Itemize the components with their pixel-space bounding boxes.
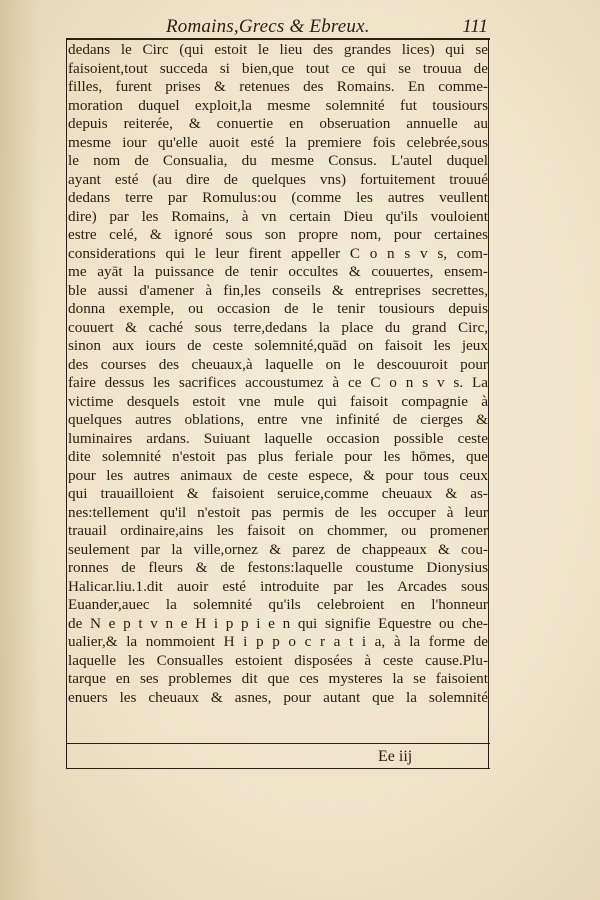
text-line: Halicar.liu.1.dit auoir esté introduite par les Arcades sous bbox=[68, 577, 488, 595]
text-line: qui trauailloient & faisoient seruice,comme cheuaux & as- bbox=[68, 485, 488, 502]
text-line: trauail ordinaire,ains les faisoit on chommer, ou promener bbox=[68, 522, 488, 539]
text-line: pour les autres animaux de ceste espece, & pour tous ceux bbox=[68, 466, 488, 484]
text-line: nes:tellement qu'il n'estoit pas permis de les occuper à leur bbox=[68, 503, 488, 521]
text-line: ronnes de fleurs & de festons:laquelle coustume Dionysius bbox=[68, 559, 488, 576]
text-line: laquelle les Consualles estoient disposées à ceste cause.Plu- bbox=[68, 651, 488, 669]
text-line: couuert & caché sous terre,dedans la place du grand Circ, bbox=[68, 318, 488, 336]
text-line: luminaires ardans. Suiuant laquelle occasion possible ceste bbox=[68, 429, 488, 447]
text-line: moration duquel exploit,la mesme solemnité fut tousiours bbox=[68, 96, 488, 114]
text-line: le nom de Consualia, du mesme Consus. L'autel duquel bbox=[68, 152, 488, 169]
text-line: Euander,auec la solemnité qu'ils celebroient en l'honneur bbox=[68, 596, 488, 613]
text-line: dite solemnité n'estoit pas plus feriale pour les hōmes, que bbox=[68, 448, 488, 465]
text-line: tarque en ses problemes dit que ces mysteres la se faisoient bbox=[68, 670, 488, 687]
text-line: des courses des cheuaux,à laquelle on le descouuroit pour bbox=[68, 355, 488, 373]
footer-rule bbox=[66, 743, 490, 744]
signature-mark: Ee iij bbox=[378, 748, 413, 765]
text-line: enuers les cheuaux & asnes, pour autant que la solemnité bbox=[68, 688, 488, 706]
header-rule bbox=[66, 38, 490, 40]
text-line: de N e p t v n e H i p p i e n qui signifie Equestre ou che- bbox=[68, 614, 488, 632]
text-line: sinon aux iours de ceste solemnité,quād on faisoit les jeux bbox=[68, 337, 488, 354]
text-line: faisoient,tout succeda si bien,que tout ce qui se trouua de bbox=[68, 59, 488, 77]
text-line: ayant esté (au dire de quelques vns) fortuitement trouué bbox=[68, 170, 488, 188]
text-line: seulement par la ville,ornez & parez de chappeaux & cou- bbox=[68, 540, 488, 558]
text-line: me ayāt la puissance de tenir occultes & couuertes, ensem- bbox=[68, 263, 488, 280]
running-title: Romains,Grecs & Ebreux. bbox=[166, 16, 370, 37]
text-line: victime desquels estoit vne mule qui faisoit compagnie à bbox=[68, 392, 488, 410]
text-line: dedans terre par Romulus:ou (comme les autres veullent bbox=[68, 189, 488, 206]
text-line: donna exemple, ou occasion de le tenir tousiours depuis bbox=[68, 300, 488, 317]
frame-left-rule bbox=[66, 38, 67, 768]
frame-right-rule bbox=[488, 38, 489, 768]
text-line: quelques autres oblations, entre vne infinité de cierges & bbox=[68, 411, 488, 428]
page-number: 111 bbox=[462, 16, 488, 37]
text-line: estre celé, & ignoré sous son propre nom, pour certaines bbox=[68, 226, 488, 243]
text-line: depuis reiterée, & conuertie en obseruation annuelle au bbox=[68, 115, 488, 132]
text-line: filles, furent prises & retenues des Romains. En comme- bbox=[68, 78, 488, 95]
text-line: dedans le Circ (qui estoit le lieu des grandes lices) qui se bbox=[68, 41, 488, 58]
text-line: mesme iour qu'elle auoit esté la premiere fois celebrée,sous bbox=[68, 133, 488, 151]
text-line: ble aussi d'amener à fin,les conseils & entreprises secrettes, bbox=[68, 281, 488, 299]
page-gutter-shadow bbox=[0, 0, 40, 900]
text-line: faire dessus les sacrifices accoustumez à ce C o n s v s. La bbox=[68, 374, 488, 391]
text-line: considerations qui le leur firent appeller C o n s v s, com- bbox=[68, 244, 488, 262]
text-line: dire) par les Romains, à vn certain Dieu qu'ils vouloient bbox=[68, 207, 488, 225]
body-text bbox=[68, 41, 488, 707]
text-line: ualier,& la nommoient H i p p o c r a t i a, à la forme de bbox=[68, 633, 488, 650]
bottom-rule bbox=[66, 768, 490, 769]
